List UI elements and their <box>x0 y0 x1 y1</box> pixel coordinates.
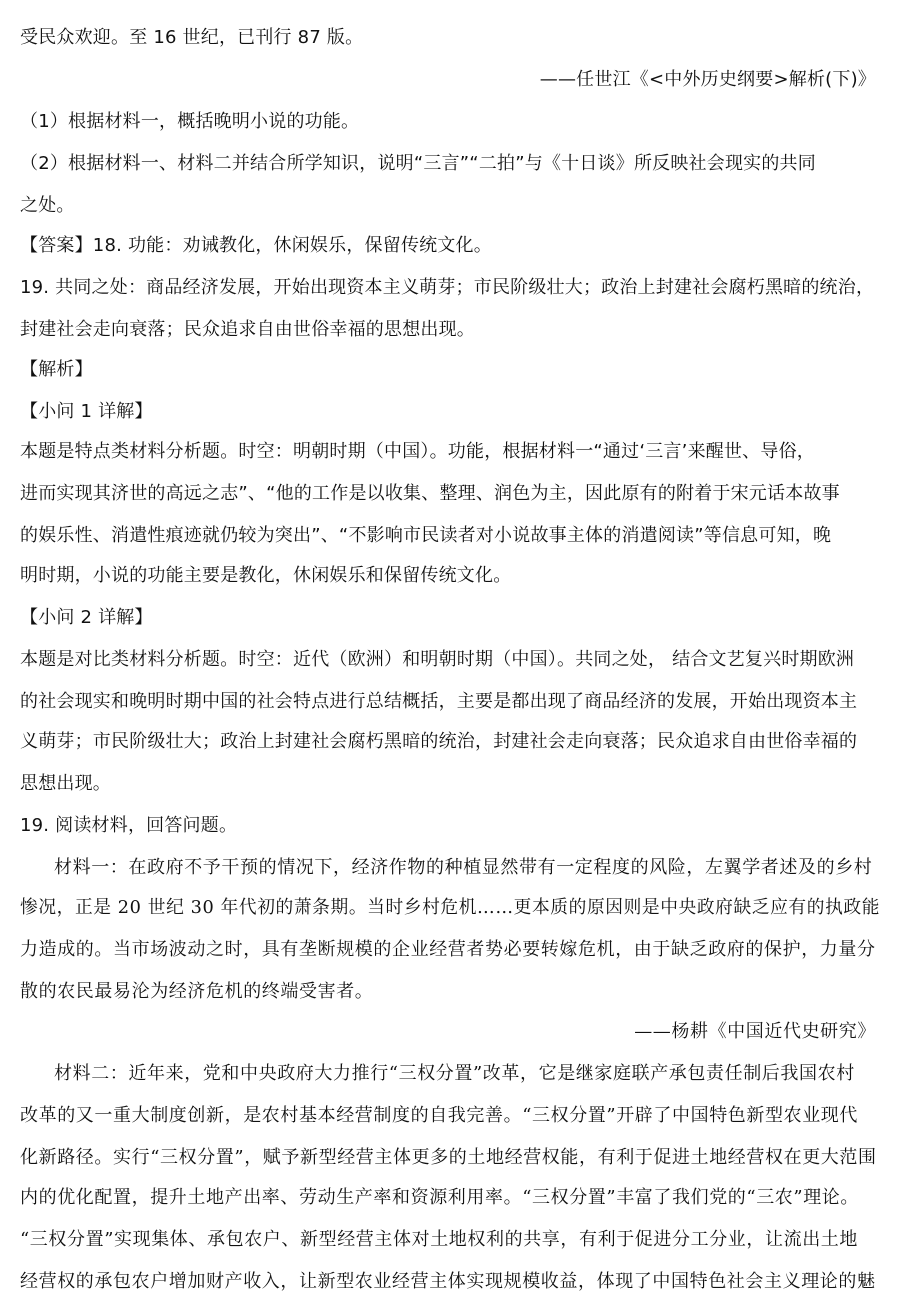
analysis-text: 本题是特点类材料分析题。时空：明朝时期（中国）。功能，根据材料一“通过‘三言’来醒世、导俗， <box>20 441 815 462</box>
material-2-text: 化新路径。实行“三权分置”，赋予新型经营主体更多的土地经营权能，有利于促进土地经营权在更大范围 <box>20 1147 877 1168</box>
analysis-text: 义萌芽；市民阶级壮大；政治上封建社会腐朽黑暗的统治，封建社会走向衰落；民众追求自由世俗幸福的 <box>20 731 858 752</box>
analysis-text: 思想出现。 <box>20 773 111 794</box>
analysis-text: 的社会现实和晚明时期中国的社会特点进行总结概括，主要是都出现了商品经济的发展，开始出现资本主 <box>20 691 858 712</box>
analysis-text: 本题是对比类材料分析题。时空：近代（欧洲）和明朝时期（中国）。共同之处， 结合文艺复兴时期欧洲 <box>20 649 855 670</box>
text-line: 之处。 <box>20 195 75 216</box>
material-2-text: 内的优化配置，提升土地产出率、劳动生产率和资源利用率。“三权分置”丰富了我们党的“三农”理论。 <box>20 1187 860 1208</box>
material-1-text: 散的农民最易沦为经济危机的终端受害者。 <box>20 981 374 1002</box>
material-2-text: 经营权的承包农户增加财产收入，让新型农业经营主体实现规模收益，体现了中国特色社会主义理论的魅 <box>20 1271 876 1292</box>
analysis-text: 进而实现其济世的高远之志”、“他的工作是以收集、整理、润色为主，因此原有的附着于宋元话本故事 <box>20 483 840 504</box>
material-2-text: “三权分置”实现集体、承包农户、新型经营主体对土地权利的共享，有利于促进分工分业，让流出土地 <box>20 1229 858 1250</box>
text-line: 受民众欢迎。至 16 世纪，已刊行 87 版。 <box>20 27 364 48</box>
material-1-source: ——杨耕《中国近代史研究》 <box>634 1021 876 1042</box>
source-citation: ——任世江《<中外历史纲要>解析(下)》 <box>539 69 876 90</box>
subquestion-1-heading: 【小问 1 详解】 <box>20 401 153 422</box>
question-19-heading: 19. 阅读材料，回答问题。 <box>20 815 238 836</box>
material-2-text: 材料二：近年来，党和中央政府大力推行“三权分置”改革，它是继家庭联产承包责任制后我国农村 <box>54 1063 855 1084</box>
analysis-text: 明时期，小说的功能主要是教化，休闲娱乐和保留传统文化。 <box>20 565 512 586</box>
subquestion-2-heading: 【小问 2 详解】 <box>20 607 153 628</box>
material-2-text: 改革的又一重大制度创新，是农村基本经营制度的自我完善。“三权分置”开辟了中国特色新型农业现代 <box>20 1105 858 1126</box>
analysis-heading: 【解析】 <box>20 359 93 380</box>
material-1-text: 材料一：在政府不予干预的情况下，经济作物的种植显然带有一定程度的风险，左翼学者述及的乡村 <box>54 857 873 878</box>
analysis-text: 的娱乐性、消遣性痕迹就仍较为突出”、“不影响市民读者对小说故事主体的消遣阅读”等信息可知，晚 <box>20 525 832 546</box>
material-1-text: 力造成的。当市场波动之时，具有垄断规模的企业经营者势必要转嫁危机，由于缺乏政府的保护，力量分 <box>20 939 876 960</box>
answer-text: 19. 共同之处：商品经济发展，开始出现资本主义萌芽；市民阶级壮大；政治上封建社会腐朽黑暗的统治， <box>20 277 875 298</box>
material-1-text: 惨况，正是 20 世纪 30 年代初的萧条期。当时乡村危机……更本质的原因则是中央政府缺乏应有的执政能 <box>20 897 881 918</box>
answer-text: 封建社会走向衰落；民众追求自由世俗幸福的思想出现。 <box>20 319 475 340</box>
answer-heading: 【答案】18. 功能：劝诫教化，休闲娱乐，保留传统文化。 <box>20 235 492 256</box>
question-1: （1）根据材料一，概括晚明小说的功能。 <box>20 111 360 132</box>
question-2: （2）根据材料一、材料二并结合所学知识，说明“三言”“二拍”与《十日谈》所反映社会现实的共同 <box>20 153 816 174</box>
